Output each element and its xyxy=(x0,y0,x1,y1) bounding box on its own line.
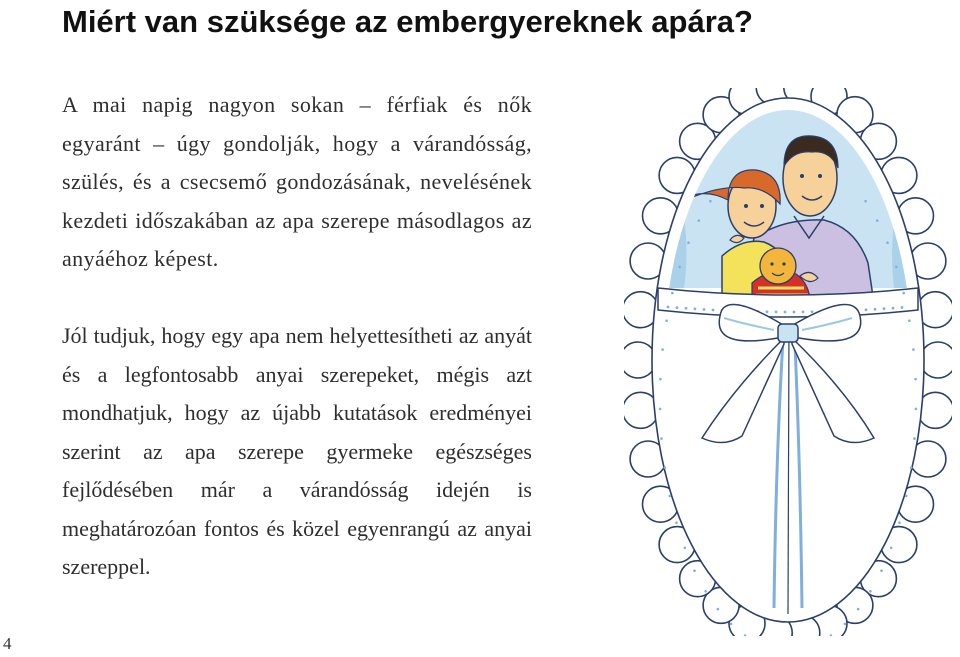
stitch-dot xyxy=(703,308,706,311)
stitch-dot xyxy=(914,378,917,381)
stitch-dot xyxy=(886,241,889,244)
mother-eye-right xyxy=(760,204,764,208)
family-blanket-illustration xyxy=(624,88,952,636)
paragraph-intro: A mai napig nagyon sokan – férfiak és nők egyaránt – úgy gondolják, hogy a várandósság, szülés, és a csecsemő gondozásának, nevelésének kezdeti időszakában az apa szerepe másodlagos az anyáéhoz képest. xyxy=(62,92,532,272)
stitch-dot xyxy=(793,311,796,314)
stitch-dot xyxy=(910,466,913,469)
stitch-dot xyxy=(802,311,805,314)
stitch-dot xyxy=(693,569,696,572)
stitch-dot xyxy=(717,608,720,611)
stitch-dot xyxy=(685,307,688,310)
stitch-dot xyxy=(874,308,877,311)
stitch-dot xyxy=(659,378,662,381)
stitch-dot xyxy=(901,306,904,309)
mother-eye-left xyxy=(744,204,748,208)
stitch-dot xyxy=(664,466,667,469)
stitch-dot xyxy=(687,241,690,244)
stitch-dot xyxy=(876,219,879,222)
stitch-dot xyxy=(766,310,769,313)
stitch-dot xyxy=(890,547,893,550)
stitch-dot xyxy=(676,306,679,309)
stitch-dot xyxy=(704,590,707,593)
stitch-dot xyxy=(709,200,712,203)
stitch-dot xyxy=(811,310,814,313)
stitch-dot xyxy=(865,308,868,311)
stitch-dot xyxy=(659,408,662,411)
stitch-dot xyxy=(694,308,697,311)
father-eye-left xyxy=(800,174,804,178)
stitch-dot xyxy=(913,437,916,440)
baby-eye-right xyxy=(782,262,785,265)
stitch-dot xyxy=(908,319,911,322)
stitch-dot xyxy=(678,266,681,269)
baby-head xyxy=(760,248,796,284)
stitch-dot xyxy=(667,306,670,309)
stitch-dot xyxy=(660,437,663,440)
stitch-dot xyxy=(661,348,664,351)
page-title: Miért van szüksége az embergyereknek apára? xyxy=(62,4,753,39)
stitch-dot xyxy=(905,495,908,498)
father-eye-right xyxy=(818,174,822,178)
stitch-dot xyxy=(775,311,778,314)
stitch-dot xyxy=(730,623,733,626)
stitch-dot xyxy=(902,292,905,295)
stitch-dot xyxy=(864,200,867,203)
stitch-dot xyxy=(844,623,847,626)
stitch-dot xyxy=(892,307,895,310)
stitch-dot xyxy=(684,547,687,550)
stitch-dot xyxy=(869,590,872,593)
page-number: 4 xyxy=(3,634,12,653)
stitch-dot xyxy=(915,408,918,411)
stitch-dot xyxy=(671,292,674,295)
stitch-dot xyxy=(665,319,668,322)
stitch-dot xyxy=(712,309,715,312)
stitch-dot xyxy=(675,521,678,524)
stitch-dot xyxy=(880,569,883,572)
stitch-dot xyxy=(857,608,860,611)
baby-eye-left xyxy=(770,262,773,265)
stitch-dot xyxy=(898,521,901,524)
stitch-dot xyxy=(912,348,915,351)
stitch-dot xyxy=(883,307,886,310)
stitch-dot xyxy=(895,266,898,269)
stitch-dot xyxy=(669,495,672,498)
paragraph-main: Jól tudjuk, hogy egy apa nem helyettesítheti az anyát és a legfontosabb anyai szerepeket, mégis azt mondhatjuk, hogy az újabb kutatások eredményei szerint az apa szerepe gyermeke egészséges fejlődésében már a várandósság idején is meghatározóan fontos és közel egyenrangú az anyai szereppel. xyxy=(62,323,532,579)
stitch-dot xyxy=(784,311,787,314)
stitch-dot xyxy=(698,219,701,222)
